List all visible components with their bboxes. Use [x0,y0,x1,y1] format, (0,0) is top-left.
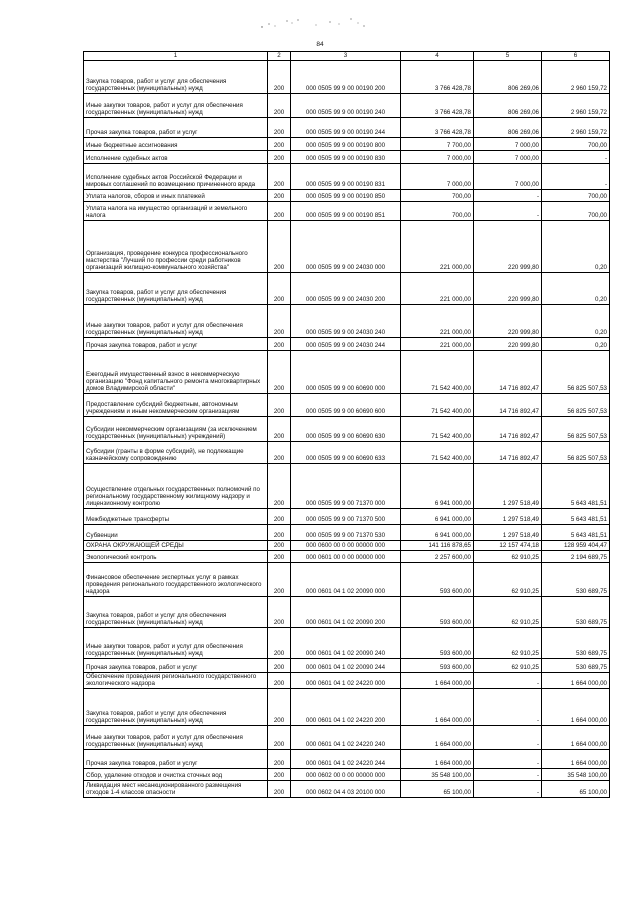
row-admin-code: 200 [268,689,291,726]
row-budget-code: 000 0505 99 9 00 24030 200 [291,273,401,305]
row-executed-amount: - [474,781,542,798]
row-name: Субвенции [84,525,268,541]
row-approved-amount: 593 600,00 [401,628,474,659]
row-budget-code: 000 0601 04 1 02 20090 240 [291,628,401,659]
row-unexecuted-amount: 2 194 689,75 [542,551,610,563]
row-budget-code: 000 0505 99 9 00 00190 830 [291,151,401,164]
page-number: 84 [316,41,324,48]
row-admin-code: 200 [268,509,291,525]
row-name: Прочая закупка товаров, работ и услуг [84,118,268,138]
table-row [84,190,610,202]
table-row [84,659,610,673]
row-budget-code: 000 0602 00 0 00 00000 000 [291,769,401,781]
row-admin-code: 200 [268,769,291,781]
row-budget-code: 000 0505 99 9 00 60690 600 [291,394,401,417]
row-unexecuted-amount: 128 959 404,47 [542,541,610,551]
row-admin-code: 200 [268,164,291,190]
row-executed-amount: 62 910,25 [474,551,542,563]
row-executed-amount: 62 910,25 [474,563,542,597]
row-admin-code: 200 [268,61,291,94]
row-unexecuted-amount: 5 643 481,51 [542,509,610,525]
table-row [84,273,610,305]
row-approved-amount: 141 116 878,65 [401,541,474,551]
table-row [84,442,610,464]
row-admin-code: 200 [268,597,291,628]
row-name: Межбюджетные трансферты [84,509,268,525]
table-row [84,689,610,726]
row-unexecuted-amount: 5 643 481,51 [542,464,610,509]
row-executed-amount: 62 910,25 [474,628,542,659]
row-executed-amount: 1 297 518,49 [474,464,542,509]
row-approved-amount: 221 000,00 [401,273,474,305]
row-budget-code: 000 0505 99 9 00 24030 240 [291,305,401,338]
row-unexecuted-amount: 1 664 000,00 [542,750,610,769]
row-name: Сбор, удаление отходов и очистка сточных вод [84,769,268,781]
row-unexecuted-amount: 1 664 000,00 [542,689,610,726]
row-admin-code: 200 [268,338,291,351]
table-row [84,202,610,221]
row-unexecuted-amount: - [542,151,610,164]
row-name: Уплата налогов, сборов и иных платежей [84,190,268,202]
row-executed-amount: - [474,726,542,750]
row-admin-code: 200 [268,628,291,659]
row-approved-amount: 6 941 000,00 [401,509,474,525]
row-approved-amount: 221 000,00 [401,338,474,351]
row-admin-code: 200 [268,659,291,673]
row-admin-code: 200 [268,351,291,394]
row-unexecuted-amount: 56 825 507,53 [542,394,610,417]
row-unexecuted-amount: 56 825 507,53 [542,417,610,442]
table-body [84,61,610,798]
row-budget-code: 000 0505 99 9 00 00190 200 [291,61,401,94]
table-row [84,597,610,628]
row-name: Исполнение судебных актов [84,151,268,164]
row-approved-amount: 71 542 400,00 [401,351,474,394]
row-name: Субсидии некоммерческим организациям (за исключением государственных (муниципальных) учреждений) [84,417,268,442]
row-budget-code: 000 0505 99 9 00 00190 850 [291,190,401,202]
row-admin-code: 200 [268,151,291,164]
table-row [84,750,610,769]
row-name: Осуществление отдельных государственных полномочий по региональному государственному жилищному надзору и лицензионному контролю [84,464,268,509]
row-name: Прочая закупка товаров, работ и услуг [84,338,268,351]
row-unexecuted-amount: 700,00 [542,202,610,221]
row-budget-code: 000 0505 99 9 00 60690 000 [291,351,401,394]
row-name: Экологический контроль [84,551,268,563]
row-admin-code: 200 [268,525,291,541]
row-budget-code: 000 0601 04 1 02 20090 200 [291,597,401,628]
column-number-row [84,52,610,61]
row-admin-code: 200 [268,673,291,689]
row-approved-amount: 71 542 400,00 [401,394,474,417]
row-approved-amount: 1 664 000,00 [401,689,474,726]
row-budget-code: 000 0601 04 1 02 20090 244 [291,659,401,673]
row-name: Ликвидация мест несанкционированного размещения отходов 1-4 классов опасности [84,781,268,798]
row-name: Иные закупки товаров, работ и услуг для обеспечения государственных (муниципальных) нужд [84,305,268,338]
table-row [84,94,610,118]
row-executed-amount: 12 157 474,18 [474,541,542,551]
row-approved-amount: 71 542 400,00 [401,442,474,464]
column-header: 4 [401,52,474,61]
row-admin-code: 200 [268,750,291,769]
row-admin-code: 200 [268,551,291,563]
row-name: Финансовое обеспечение экспертных услуг в рамках проведения регионального государственного экологического надзора [84,563,268,597]
row-approved-amount: 593 600,00 [401,563,474,597]
row-admin-code: 200 [268,541,291,551]
row-unexecuted-amount: 56 825 507,53 [542,351,610,394]
row-admin-code: 200 [268,190,291,202]
row-approved-amount: 593 600,00 [401,597,474,628]
row-unexecuted-amount: 1 664 000,00 [542,673,610,689]
row-approved-amount: 1 664 000,00 [401,726,474,750]
table-row [84,164,610,190]
row-approved-amount: 221 000,00 [401,221,474,273]
row-executed-amount: - [474,673,542,689]
row-budget-code: 000 0505 99 9 00 71370 530 [291,525,401,541]
row-budget-code: 000 0601 04 1 02 24220 200 [291,689,401,726]
row-budget-code: 000 0505 99 9 00 00190 244 [291,118,401,138]
row-name: Закупка товаров, работ и услуг для обеспечения государственных (муниципальных) нужд [84,273,268,305]
row-approved-amount: 7 000,00 [401,164,474,190]
table-row [84,394,610,417]
table-row [84,61,610,94]
row-budget-code: 000 0600 00 0 00 00000 000 [291,541,401,551]
row-executed-amount: 806 269,06 [474,61,542,94]
row-unexecuted-amount: 0,20 [542,221,610,273]
row-budget-code: 000 0602 04 4 03 20100 000 [291,781,401,798]
row-executed-amount: 7 000,00 [474,138,542,151]
row-unexecuted-amount: 530 689,75 [542,628,610,659]
row-admin-code: 200 [268,202,291,221]
row-executed-amount: 220 999,80 [474,221,542,273]
table-row [84,769,610,781]
row-unexecuted-amount: 530 689,75 [542,597,610,628]
row-approved-amount: 3 766 428,78 [401,118,474,138]
table-row [84,525,610,541]
row-name: Иные закупки товаров, работ и услуг для обеспечения государственных (муниципальных) нужд [84,94,268,118]
row-unexecuted-amount: 5 643 481,51 [542,525,610,541]
row-approved-amount: 700,00 [401,202,474,221]
row-unexecuted-amount: 700,00 [542,190,610,202]
row-executed-amount: 806 269,06 [474,94,542,118]
row-name: Прочая закупка товаров, работ и услуг [84,750,268,769]
row-unexecuted-amount: 2 960 159,72 [542,61,610,94]
table-row [84,673,610,689]
row-executed-amount: 806 269,06 [474,118,542,138]
row-executed-amount: 14 716 892,47 [474,417,542,442]
row-budget-code: 000 0505 99 9 00 00190 831 [291,164,401,190]
row-name: Обеспечение проведения регионального государственного экологического надзора [84,673,268,689]
table-row [84,563,610,597]
row-executed-amount: - [474,190,542,202]
row-budget-code: 000 0505 99 9 00 00190 800 [291,138,401,151]
row-admin-code: 200 [268,118,291,138]
row-executed-amount: - [474,750,542,769]
table-row [84,138,610,151]
row-approved-amount: 35 548 100,00 [401,769,474,781]
row-approved-amount: 2 257 600,00 [401,551,474,563]
table-row [84,151,610,164]
row-approved-amount: 6 941 000,00 [401,464,474,509]
table-row [84,726,610,750]
row-budget-code: 000 0505 99 9 00 00190 851 [291,202,401,221]
row-name: Иные закупки товаров, работ и услуг для обеспечения государственных (муниципальных) нужд [84,726,268,750]
column-header: 5 [474,52,542,61]
row-unexecuted-amount: 35 548 100,00 [542,769,610,781]
row-name: Предоставление субсидий бюджетным, автономным учреждениям и иным некоммерческим организациям [84,394,268,417]
row-executed-amount: 7 000,00 [474,151,542,164]
row-budget-code: 000 0601 00 0 00 00000 000 [291,551,401,563]
row-executed-amount: 14 716 892,47 [474,351,542,394]
row-executed-amount: 1 297 518,49 [474,509,542,525]
row-admin-code: 200 [268,726,291,750]
row-admin-code: 200 [268,221,291,273]
table-row [84,551,610,563]
row-admin-code: 200 [268,417,291,442]
row-unexecuted-amount: 56 825 507,53 [542,442,610,464]
row-name: Закупка товаров, работ и услуг для обеспечения государственных (муниципальных) нужд [84,689,268,726]
row-executed-amount: - [474,202,542,221]
table-row [84,118,610,138]
row-admin-code: 200 [268,442,291,464]
row-budget-code: 000 0505 99 9 00 71370 000 [291,464,401,509]
row-name: Организация, проведение конкурса профессионального мастерства "Лучший по профессии среди работников организаций жилищно-коммунального хозяйства" [84,221,268,273]
row-name: ОХРАНА ОКРУЖАЮЩЕЙ СРЕДЫ [84,541,268,551]
column-header: 6 [542,52,610,61]
row-approved-amount: 1 664 000,00 [401,750,474,769]
row-approved-amount: 3 766 428,78 [401,61,474,94]
column-header: 3 [291,52,401,61]
row-admin-code: 200 [268,563,291,597]
scan-noise [258,14,368,34]
row-budget-code: 000 0601 04 1 02 20090 000 [291,563,401,597]
row-budget-code: 000 0505 99 9 00 60690 630 [291,417,401,442]
row-executed-amount: 62 910,25 [474,597,542,628]
row-approved-amount: 71 542 400,00 [401,417,474,442]
row-budget-code: 000 0505 99 9 00 24030 244 [291,338,401,351]
row-name: Закупка товаров, работ и услуг для обеспечения государственных (муниципальных) нужд [84,61,268,94]
row-approved-amount: 6 941 000,00 [401,525,474,541]
row-admin-code: 200 [268,94,291,118]
row-unexecuted-amount: 1 664 000,00 [542,726,610,750]
row-unexecuted-amount: 0,20 [542,338,610,351]
row-executed-amount: 1 297 518,49 [474,525,542,541]
table-row [84,628,610,659]
column-header: 2 [268,52,291,61]
row-unexecuted-amount: 0,20 [542,273,610,305]
row-name: Закупка товаров, работ и услуг для обеспечения государственных (муниципальных) нужд [84,597,268,628]
row-approved-amount: 7 700,00 [401,138,474,151]
row-executed-amount: - [474,689,542,726]
row-executed-amount: - [474,769,542,781]
row-unexecuted-amount: 0,20 [542,305,610,338]
row-unexecuted-amount: 530 689,75 [542,659,610,673]
row-executed-amount: 220 999,80 [474,338,542,351]
row-name: Субсидии (гранты в форме субсидий), не подлежащие казначейскому сопровождению [84,442,268,464]
row-unexecuted-amount: 2 960 159,72 [542,94,610,118]
row-budget-code: 000 0505 99 9 00 71370 500 [291,509,401,525]
row-budget-code: 000 0505 99 9 00 00190 240 [291,94,401,118]
row-name: Иные закупки товаров, работ и услуг для обеспечения государственных (муниципальных) нужд [84,628,268,659]
row-approved-amount: 3 766 428,78 [401,94,474,118]
table-row [84,417,610,442]
table-row [84,509,610,525]
table-row [84,338,610,351]
row-approved-amount: 7 000,00 [401,151,474,164]
row-executed-amount: 220 999,80 [474,273,542,305]
row-budget-code: 000 0505 99 9 00 60690 633 [291,442,401,464]
table-row [84,541,610,551]
row-budget-code: 000 0601 04 1 02 24220 244 [291,750,401,769]
row-admin-code: 200 [268,464,291,509]
row-budget-code: 000 0505 99 9 00 24030 000 [291,221,401,273]
budget-execution-table [83,51,610,798]
row-unexecuted-amount: - [542,164,610,190]
table-row [84,305,610,338]
table-row [84,221,610,273]
row-unexecuted-amount: 2 960 159,72 [542,118,610,138]
column-header: 1 [84,52,268,61]
table-row [84,464,610,509]
row-name: Исполнение судебных актов Российской Федерации и мировых соглашений по возмещению причиненного вреда [84,164,268,190]
row-unexecuted-amount: 700,00 [542,138,610,151]
row-name: Иные бюджетные ассигнования [84,138,268,151]
row-unexecuted-amount: 65 100,00 [542,781,610,798]
row-admin-code: 200 [268,138,291,151]
row-name: Ежегодный имущественный взнос в некоммерческую организацию "Фонд капитального ремонта многоквартирных домов Владимирской области" [84,351,268,394]
row-executed-amount: 7 000,00 [474,164,542,190]
row-name: Прочая закупка товаров, работ и услуг [84,659,268,673]
row-budget-code: 000 0601 04 1 02 24220 000 [291,673,401,689]
row-executed-amount: 220 999,80 [474,305,542,338]
table-row [84,781,610,798]
row-admin-code: 200 [268,273,291,305]
row-budget-code: 000 0601 04 1 02 24220 240 [291,726,401,750]
row-unexecuted-amount: 530 689,75 [542,563,610,597]
row-executed-amount: 62 910,25 [474,659,542,673]
row-admin-code: 200 [268,781,291,798]
row-executed-amount: 14 716 892,47 [474,442,542,464]
row-approved-amount: 1 664 000,00 [401,673,474,689]
row-approved-amount: 65 100,00 [401,781,474,798]
row-name: Уплата налога на имущество организаций и земельного налога [84,202,268,221]
row-approved-amount: 700,00 [401,190,474,202]
row-approved-amount: 593 600,00 [401,659,474,673]
row-approved-amount: 221 000,00 [401,305,474,338]
row-executed-amount: 14 716 892,47 [474,394,542,417]
row-admin-code: 200 [268,305,291,338]
row-admin-code: 200 [268,394,291,417]
table-row [84,351,610,394]
